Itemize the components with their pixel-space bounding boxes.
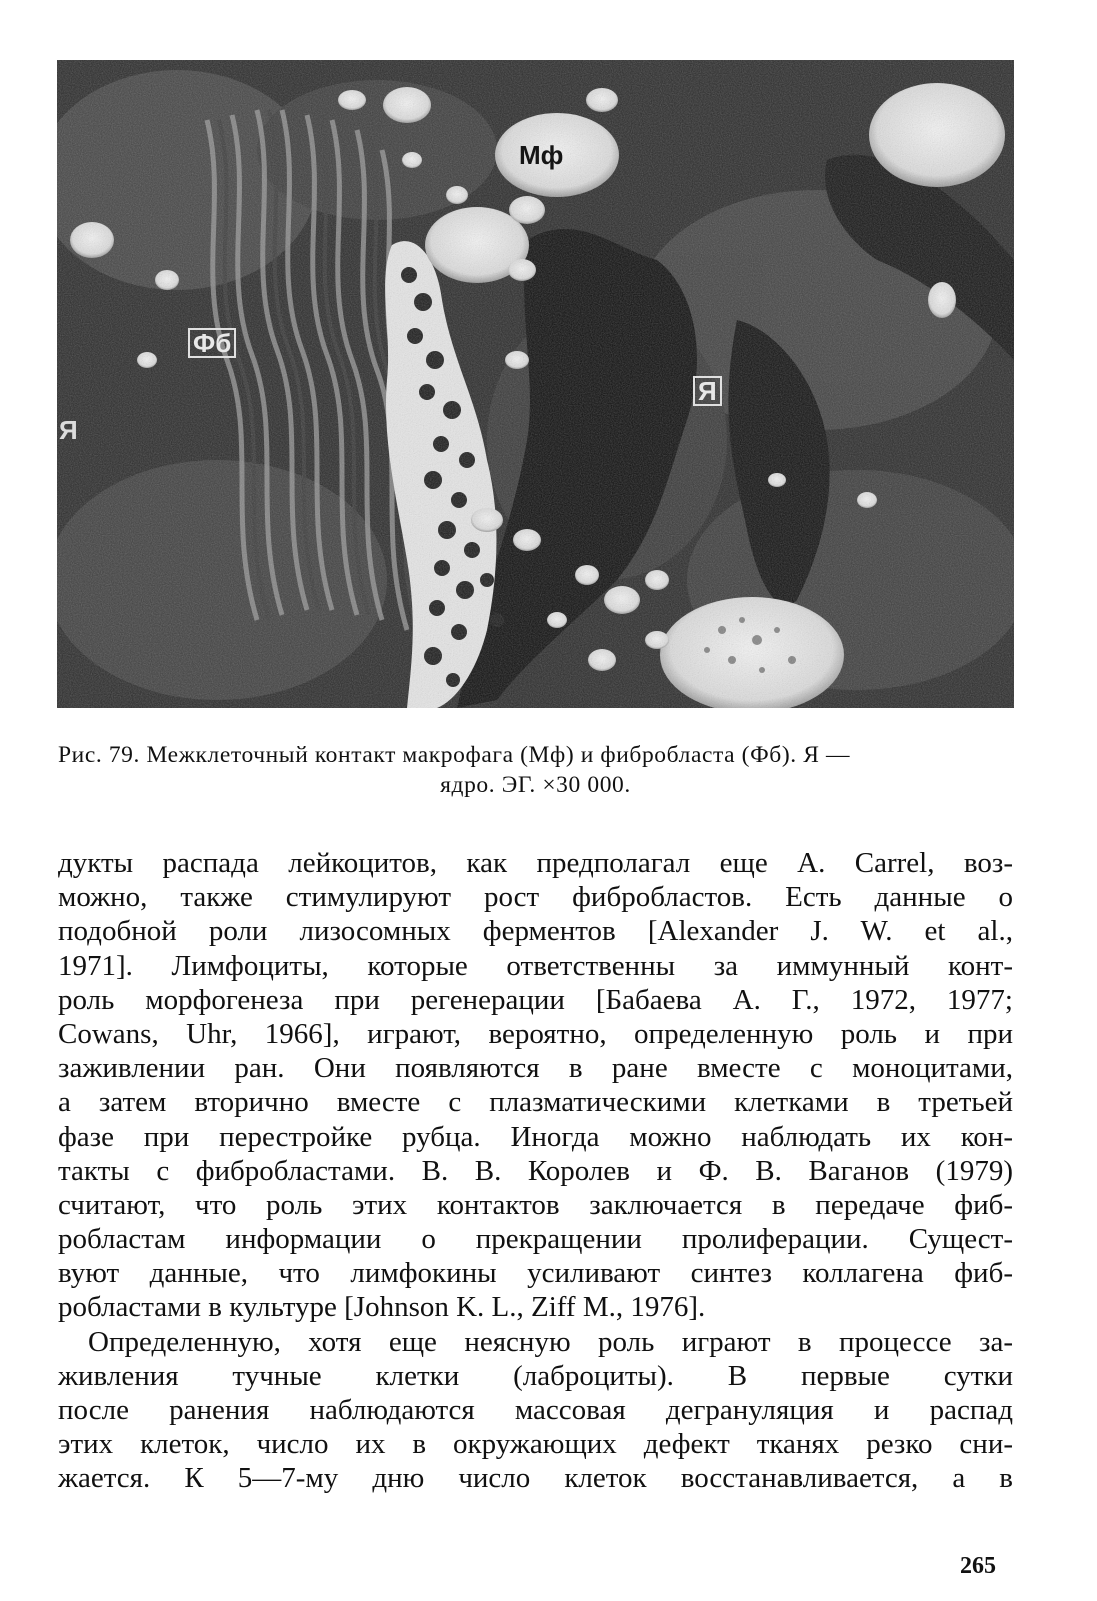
nucleus-label-right: Я [693,376,722,406]
text-line: считают, что роль этих контактов заключается в передаче фиб- [58,1188,1013,1221]
text-line: вуют данные, что лимфокины усиливают синтез коллагена фиб- [58,1257,1013,1290]
text-line: робластам информации о прекращении пролиферации. Сущест- [58,1223,1013,1256]
text-line: живления тучные клетки (лаброциты). В первые сутки [58,1359,1013,1392]
caption-line-1: Рис. 79. Межклеточный контакт макрофага (Мф) и фибробласта (Фб). Я — [58,742,851,768]
page-number: 265 [960,1553,996,1579]
text-line: этих клеток, число их в окружающих дефект тканях резко сни- [58,1428,1013,1461]
text-line: а затем вторично вместе с плазматическими клетками в третьей [58,1086,1013,1119]
text-line: роль морфогенеза при регенерации [Бабаева А. Г., 1972, 1977; [58,983,1013,1016]
nucleus-label-left: Я [59,415,78,445]
text-line: Определенную, хотя еще неясную роль играют в процессе за- [88,1325,1013,1358]
text-line: робластами в культуре [Johnson K. L., Ziff M., 1976]. [58,1291,706,1324]
fibroblast-label: Фб [188,328,236,358]
text-line: жается. К 5—7-му дню число клеток восстанавливается, а в [58,1462,1013,1495]
text-line: фазе при перестройке рубца. Иногда можно наблюдать их кон- [58,1120,1013,1153]
text-line: дукты распада лейкоцитов, как предполагал еще A. Carrel, воз- [58,847,1013,879]
text-line: можно, также стимулируют рост фибробластов. Есть данные о [58,881,1013,914]
text-line: Cowans, Uhr, 1966], играют, вероятно, определенную роль и при [58,1017,1013,1050]
text-line: заживлении ран. Они появляются в ране вместе с моноцитами, [58,1052,1013,1085]
text-line: 1971]. Лимфоциты, которые ответственны за иммунный конт- [58,949,1013,982]
body-paragraphs [58,846,1013,1496]
caption-line-2: ядро. ЭГ. ×30 000. [440,772,631,798]
figure-caption [58,740,1013,800]
text-line: такты с фибробластами. В. В. Королев и Ф. В. Ваганов (1979) [58,1154,1013,1187]
text-line: подобной роли лизосомных ферментов [Alexander J. W. et al., [58,915,1013,948]
electron-micrograph-figure [57,60,1014,708]
macrophage-label: Мф [519,140,564,170]
text-line: после ранения наблюдаются массовая дегрануляция и распад [58,1394,1013,1426]
